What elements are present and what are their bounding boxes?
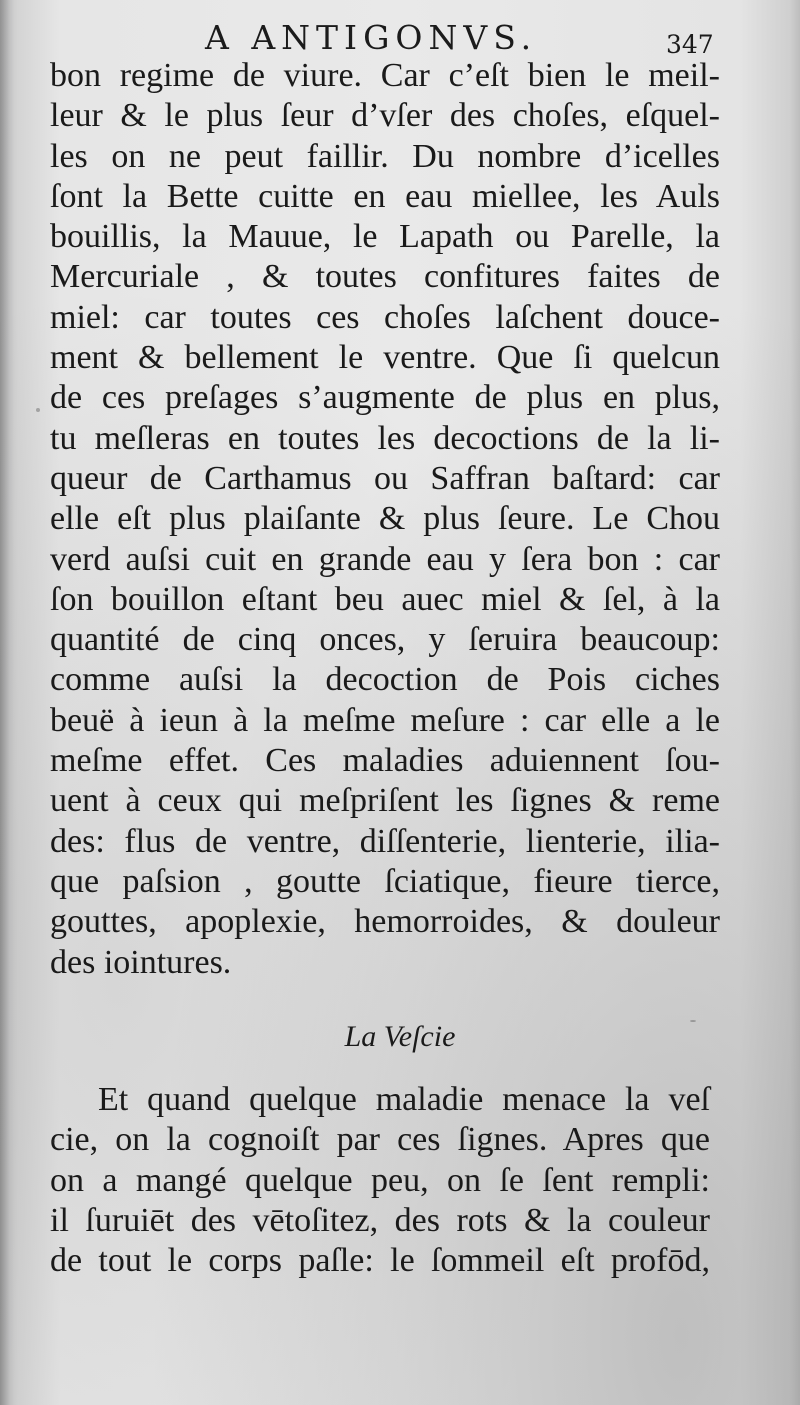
text-line: ment & bellement le ventre. Que ſi quelcun — [50, 339, 720, 377]
text-line: les on ne peut faillir. Du nombre d’icelles — [50, 137, 720, 175]
text-line: Et quand quelque maladie menace la veſ — [98, 1081, 710, 1118]
text-line: des: flus de ventre, diſſenterie, lienterie, ilia- — [50, 822, 720, 860]
paragraph-2 — [50, 1080, 710, 1281]
text-line: meſme effet. Ces maladies aduiennent ſou- — [50, 742, 720, 780]
text-line: de tout le corps paſle: le ſommeil eſt profōd, — [50, 1242, 710, 1280]
text-line: comme auſsi la decoction de Pois ciches — [50, 661, 720, 699]
text-line: des iointures. — [50, 943, 232, 981]
section-heading: La Veſcie — [344, 1020, 456, 1053]
text-line: ſont la Bette cuitte en eau miellee, les Auls — [50, 177, 720, 215]
text-line: il ſuruiēt des vētoſitez, des rots & la couleur — [50, 1201, 710, 1239]
ink-speck — [36, 408, 40, 412]
text-line: Mercuriale , & toutes confitures faites de — [50, 258, 720, 296]
text-line: tu meſleras en toutes les decoctions de la li- — [50, 419, 720, 457]
page-binding-shadow — [0, 0, 14, 1405]
ink-speck — [52, 1140, 55, 1143]
running-title: A ANTIGONVS. — [205, 18, 538, 57]
text-line: bouillis, la Mauue, le Lapath ou Parelle, la — [50, 218, 720, 256]
text-line: uent à ceux qui meſpriſent les ſignes & reme — [50, 782, 720, 820]
text-line: gouttes, apoplexie, hemorroides, & douleur — [50, 903, 720, 941]
text-line: de ces preſages s’augmente de plus en plus, — [50, 379, 720, 417]
text-line: que paſsion , goutte ſciatique, fieure tierce, — [50, 862, 720, 900]
text-line: miel: car toutes ces choſes laſchent douce- — [50, 298, 720, 336]
text-line: on a mangé quelque peu, on ſe ſent rempli: — [50, 1161, 710, 1199]
text-line: ſon bouillon eſtant beu auec miel & ſel, à la — [50, 580, 720, 618]
text-line: queur de Carthamus ou Saffran baſtard: car — [50, 459, 720, 497]
text-line: elle eſt plus plaiſante & plus ſeure. Le Chou — [50, 500, 720, 538]
text-line: bon regime de viure. Car c’eſt bien le meil- — [50, 57, 720, 94]
page-number: 347 — [666, 30, 714, 59]
text-line: quantité de cinq onces, y ſeruira beaucoup: — [50, 621, 720, 659]
text-line: cie, on la cognoiſt par ces ſignes. Apres que — [50, 1121, 710, 1159]
text-line: verd auſsi cuit en grande eau y ſera bon : car — [50, 540, 720, 578]
ink-speck — [690, 1020, 696, 1022]
text-line: beuë à ieun à la meſme meſure : car elle a le — [50, 701, 720, 739]
text-line: leur & le plus ſeur d’vſer des choſes, eſquel- — [50, 97, 720, 135]
paragraph-1 — [50, 56, 720, 983]
